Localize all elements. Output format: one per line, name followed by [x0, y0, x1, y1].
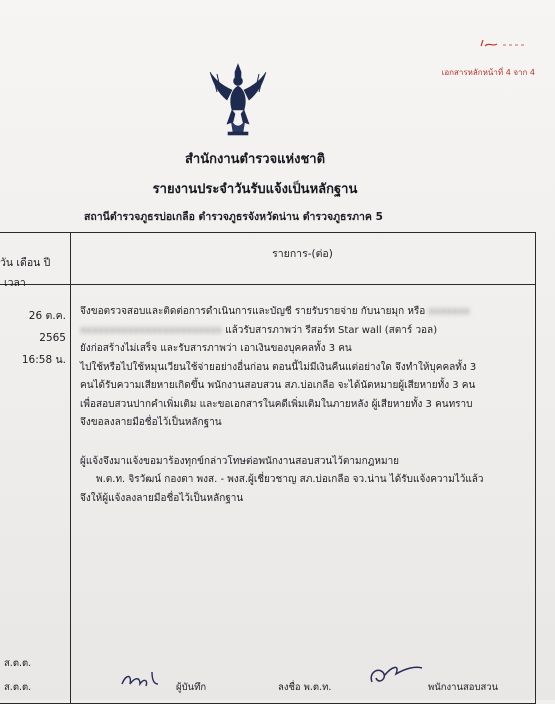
items-column-header: รายการ-(ต่อ) [272, 248, 333, 260]
body-line: ยังก่อสร้างไม่เสร็จ และรับสารภาพว่า เอาเงินของบุคคลทั้ง 3 คน [80, 343, 352, 354]
date-column-header [0, 253, 70, 293]
body-line: xxxxxxxxxxxxxxxxxxxxxxxx แล้วรับสารภาพว่า รีสอร์ท Star wall (สตาร์ วอล) [80, 324, 438, 336]
entry-datetime [0, 305, 66, 371]
sign-label: ลงชื่อ พ.ต.ท. [278, 682, 332, 693]
notice-line: จึงให้ผู้แจ้งลงลายมือชื่อไว้เป็นหลักฐาน [80, 492, 244, 504]
handwritten-mark [477, 36, 537, 52]
recorder-label: ผู้บันทึก [176, 682, 207, 693]
notice-line: ผู้แจ้งจึงมาแจ้งขอมาร้องทุกข์กล่าวโทษต่อพนักงานสอบสวนไว้ตามกฎหมาย [80, 455, 400, 467]
station-name: สถานีตำรวจภูธรบ่อเกลือ ตำรวจภูธรจังหวัดน่าน ตำรวจภูธรภาค 5 [84, 211, 383, 223]
document-title: สำนักงานตำรวจแห่งชาติ [184, 152, 326, 167]
body-line: ไปใช้หรือไปใช้หมุนเวียนใช้จ่ายอย่างอื่นก่อน ตอนนี้ไม่มีเงินคืนแต่อย่างใด จึงทำให้บุคคลทั้ง 3 [80, 361, 477, 373]
body-line: จึงขอลงลายมือชื่อไว้เป็นหลักฐาน [80, 417, 222, 428]
recorder-signature [118, 666, 168, 696]
date-header-label: วัน เดือน ปี [0, 257, 51, 269]
page-number: เอกสารหลักหน้าที่ 4 จาก 4 [441, 68, 535, 77]
column-divider [70, 233, 71, 703]
entry-time: 16:58 น. [21, 354, 66, 366]
garuda-emblem-icon [207, 62, 269, 136]
footer-rank-bottom: ส.ต.ต. [4, 682, 32, 693]
body-line: เพื่อสอบสวนปากคำเพิ่มเติม และขอเอกสารในคดีเพิ่มเติมในภายหลัง ผู้เสียหายทั้ง 3 คนทราบ [80, 398, 473, 410]
document-subtitle: รายงานประจำวันรับแจ้งเป็นหลักฐาน [152, 182, 358, 197]
footer-rank-label: ส.ต.ต. [4, 658, 32, 669]
redacted-text: xxxxxxxxxxxxxxxxxxxxxxxx [80, 324, 223, 336]
report-body [80, 303, 525, 508]
entry-date: 26 ต.ค. 2565 [28, 310, 66, 344]
time-header-label: เวลา [4, 277, 26, 289]
header-divider [0, 284, 535, 285]
notice-line: พ.ต.ท. จิรวัฒน์ กองตา พงส. - พงส.ผู้เชี่ยวชาญ สภ.บ่อเกลือ จว.น่าน ได้รับแจ้งความไว้แล้ว [96, 474, 484, 485]
redacted-text: xxxxxxx [425, 306, 470, 317]
body-line: คนได้รับความเสียหายเกิดขึ้น พนักงานสอบสวน สภ.บ่อเกลือ จะได้นัดหมายผู้เสียหายทั้ง 3 คน [80, 380, 476, 391]
report-table [0, 232, 536, 704]
body-line: จึงขอตรวจสอบและติดต่อการดำเนินการและบัญชี รายรับรายจ่าย กับนายมุก หรือ xxxxxxx [80, 306, 470, 317]
investigator-signature [366, 660, 426, 696]
investigator-label: พนักงานสอบสวน [428, 682, 499, 693]
